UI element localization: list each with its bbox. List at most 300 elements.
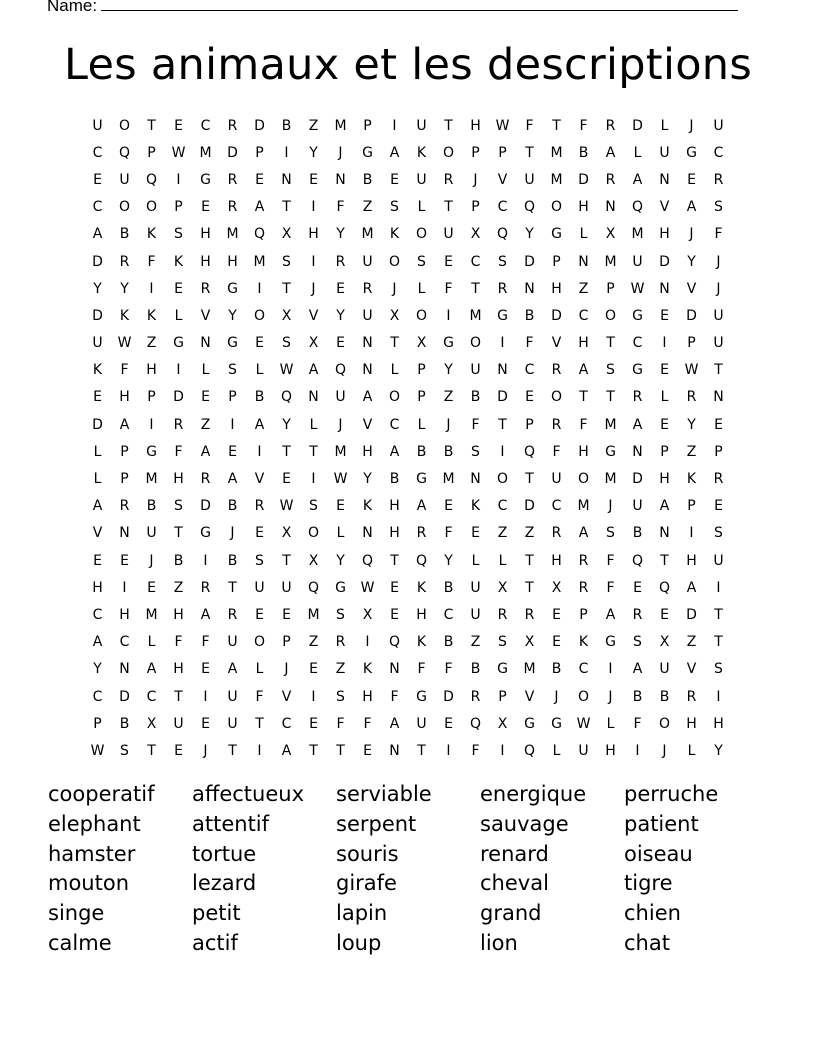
grid-letter: E xyxy=(660,416,669,433)
grid-letter: U xyxy=(470,579,481,596)
grid-letter: P xyxy=(363,117,372,134)
grid-letter: F xyxy=(525,335,534,352)
grid-letter: T xyxy=(444,117,453,134)
grid-letter: Y xyxy=(93,661,102,678)
grid-letter: I xyxy=(311,688,316,705)
grid-letter: R xyxy=(605,117,616,134)
grid-letter: O xyxy=(118,117,131,134)
grid-letter: T xyxy=(282,443,291,460)
grid-letter: B xyxy=(362,171,373,188)
word-list-item: renard xyxy=(480,841,549,866)
grid-letter: Y xyxy=(714,742,723,759)
grid-letter: H xyxy=(119,389,130,406)
grid-letter: P xyxy=(471,144,480,161)
grid-letter: Q xyxy=(334,362,347,379)
grid-letter: A xyxy=(659,498,670,515)
grid-letter: G xyxy=(551,226,562,243)
grid-letter: P xyxy=(714,443,723,460)
grid-letter: E xyxy=(309,715,318,732)
grid-letter: B xyxy=(119,715,130,732)
grid-letter: J xyxy=(662,742,667,759)
grid-letter: H xyxy=(362,443,373,460)
grid-letter: Q xyxy=(523,742,536,759)
grid-letter: K xyxy=(389,226,400,243)
grid-letter: T xyxy=(336,742,345,759)
grid-letter: I xyxy=(122,579,127,596)
grid-letter: U xyxy=(227,634,238,651)
word-list-item: hamster xyxy=(48,841,136,866)
grid-letter: N xyxy=(119,661,130,678)
grid-letter: E xyxy=(525,389,534,406)
grid-letter: X xyxy=(524,634,535,651)
grid-letter: C xyxy=(551,498,562,515)
grid-letter: I xyxy=(311,471,316,488)
grid-letter: J xyxy=(446,416,451,433)
grid-letter: O xyxy=(253,634,266,651)
grid-letter: J xyxy=(338,416,343,433)
grid-letter: Z xyxy=(146,335,157,352)
grid-letter: P xyxy=(687,335,696,352)
word-list-item: chien xyxy=(624,901,681,926)
grid-letter: U xyxy=(713,307,724,324)
grid-letter: R xyxy=(713,171,724,188)
grid-letter: D xyxy=(92,307,103,324)
name-label: Name: xyxy=(47,0,98,15)
grid-letter: F xyxy=(525,117,534,134)
grid-letter: L xyxy=(417,280,426,297)
grid-letter: E xyxy=(444,498,453,515)
grid-letter: X xyxy=(308,552,319,569)
grid-letter: J xyxy=(284,661,289,678)
grid-letter: G xyxy=(416,688,427,705)
grid-letter: F xyxy=(120,362,129,379)
grid-letter: A xyxy=(632,661,643,678)
grid-letter: S xyxy=(120,742,129,759)
grid-letter: A xyxy=(389,144,400,161)
grid-letter: O xyxy=(253,307,266,324)
grid-letter: E xyxy=(336,498,345,515)
grid-letter: U xyxy=(362,253,373,270)
grid-letter: T xyxy=(309,742,318,759)
grid-letter: R xyxy=(551,525,562,542)
grid-letter: S xyxy=(255,552,264,569)
grid-letter: I xyxy=(716,688,721,705)
grid-letter: W xyxy=(684,362,699,379)
grid-letter: U xyxy=(713,117,724,134)
grid-letter: E xyxy=(120,552,129,569)
grid-letter: E xyxy=(714,416,723,433)
grid-letter: V xyxy=(92,525,103,542)
grid-letter: L xyxy=(336,525,345,542)
grid-letter: R xyxy=(524,606,535,623)
grid-letter: T xyxy=(606,335,615,352)
grid-letter: U xyxy=(470,362,481,379)
grid-letter: E xyxy=(687,171,696,188)
grid-letter: Q xyxy=(361,552,374,569)
grid-letter: O xyxy=(307,525,320,542)
grid-letter: X xyxy=(551,579,562,596)
word-list-item: lion xyxy=(480,930,518,955)
name-field xyxy=(47,0,738,16)
grid-letter: I xyxy=(176,171,181,188)
grid-letter: P xyxy=(579,606,588,623)
grid-letter: C xyxy=(92,199,103,216)
grid-letter: A xyxy=(578,362,589,379)
grid-letter: M xyxy=(334,117,347,134)
grid-letter: J xyxy=(392,280,397,297)
grid-letter: J xyxy=(311,280,316,297)
grid-letter: O xyxy=(658,715,671,732)
grid-letter: S xyxy=(498,253,507,270)
grid-letter: U xyxy=(632,253,643,270)
grid-letter: D xyxy=(227,144,238,161)
grid-letter: G xyxy=(227,335,238,352)
grid-letter: X xyxy=(416,335,427,352)
grid-letter: U xyxy=(524,171,535,188)
grid-letter: P xyxy=(147,144,156,161)
grid-letter: F xyxy=(363,715,372,732)
grid-letter: K xyxy=(146,226,157,243)
grid-letter: D xyxy=(686,606,697,623)
grid-letter: J xyxy=(203,742,208,759)
grid-letter: M xyxy=(523,661,536,678)
grid-letter: R xyxy=(470,688,481,705)
grid-letter: P xyxy=(606,280,615,297)
grid-letter: U xyxy=(443,226,454,243)
grid-letter: I xyxy=(284,144,289,161)
grid-letter: F xyxy=(444,280,453,297)
grid-letter: E xyxy=(174,280,183,297)
grid-letter: P xyxy=(498,144,507,161)
grid-letter: A xyxy=(92,498,103,515)
grid-letter: R xyxy=(497,606,508,623)
grid-letter: D xyxy=(254,117,265,134)
grid-letter: U xyxy=(227,688,238,705)
grid-letter: A xyxy=(686,199,697,216)
word-list-item: oiseau xyxy=(624,841,693,866)
grid-letter: W xyxy=(279,362,294,379)
grid-letter: R xyxy=(605,171,616,188)
grid-letter: D xyxy=(551,307,562,324)
grid-letter: L xyxy=(309,416,318,433)
grid-letter: P xyxy=(417,389,426,406)
grid-letter: R xyxy=(578,579,589,596)
grid-letter: Y xyxy=(336,552,345,569)
grid-letter: Q xyxy=(523,199,536,216)
grid-letter: L xyxy=(606,715,615,732)
grid-letter: H xyxy=(551,280,562,297)
grid-letter: T xyxy=(498,416,507,433)
grid-letter: I xyxy=(392,117,397,134)
grid-letter: U xyxy=(416,715,427,732)
grid-letter: L xyxy=(660,389,669,406)
grid-letter: N xyxy=(497,362,508,379)
grid-letter: E xyxy=(282,471,291,488)
grid-letter: A xyxy=(416,498,427,515)
grid-letter: C xyxy=(524,362,535,379)
grid-letter: X xyxy=(605,226,616,243)
grid-letter: G xyxy=(443,335,454,352)
grid-letter: P xyxy=(93,715,102,732)
grid-letter: N xyxy=(362,525,373,542)
grid-letter: T xyxy=(525,552,534,569)
grid-letter: H xyxy=(173,471,184,488)
grid-letter: I xyxy=(149,280,154,297)
grid-letter: Q xyxy=(280,389,293,406)
grid-letter: Z xyxy=(686,634,697,651)
grid-letter: D xyxy=(659,253,670,270)
grid-letter: W xyxy=(576,715,591,732)
grid-letter: R xyxy=(227,199,238,216)
grid-letter: U xyxy=(713,552,724,569)
grid-letter: F xyxy=(174,634,183,651)
grid-letter: A xyxy=(254,416,265,433)
grid-letter: U xyxy=(173,715,184,732)
grid-letter: L xyxy=(201,362,210,379)
grid-letter: I xyxy=(149,416,154,433)
grid-letter: X xyxy=(389,307,400,324)
grid-letter: Y xyxy=(444,552,453,569)
word-list-item: calme xyxy=(48,930,112,955)
grid-letter: G xyxy=(551,715,562,732)
grid-letter: V xyxy=(524,688,535,705)
grid-letter: W xyxy=(171,144,186,161)
grid-letter: I xyxy=(257,742,262,759)
grid-letter: Q xyxy=(469,715,482,732)
grid-letter: C xyxy=(92,144,103,161)
grid-letter: X xyxy=(497,715,508,732)
grid-letter: T xyxy=(525,579,534,596)
grid-letter: Y xyxy=(687,416,696,433)
grid-letter: U xyxy=(416,171,427,188)
grid-letter: Z xyxy=(470,634,481,651)
grid-letter: H xyxy=(308,226,319,243)
grid-letter: Q xyxy=(307,579,320,596)
grid-letter: H xyxy=(470,117,481,134)
grid-letter: P xyxy=(660,443,669,460)
grid-letter: S xyxy=(714,199,723,216)
grid-letter: E xyxy=(255,335,264,352)
word-list-item: cheval xyxy=(480,871,549,896)
grid-letter: B xyxy=(416,443,427,460)
grid-letter: O xyxy=(415,226,428,243)
grid-letter: U xyxy=(713,335,724,352)
grid-letter: R xyxy=(713,471,724,488)
grid-letter: F xyxy=(201,634,210,651)
grid-letter: N xyxy=(713,389,724,406)
grid-letter: R xyxy=(551,362,562,379)
word-list-item: tortue xyxy=(192,841,257,866)
grid-letter: Z xyxy=(686,443,697,460)
grid-letter: V xyxy=(308,307,319,324)
grid-letter: E xyxy=(93,389,102,406)
grid-letter: J xyxy=(338,144,343,161)
grid-letter: H xyxy=(200,226,211,243)
grid-letter: H xyxy=(362,688,373,705)
grid-letter: Z xyxy=(200,416,211,433)
grid-letter: L xyxy=(417,416,426,433)
grid-letter: S xyxy=(417,253,426,270)
grid-letter: N xyxy=(659,280,670,297)
grid-letter: C xyxy=(470,253,481,270)
grid-letter: L xyxy=(498,552,507,569)
word-list-item: petit xyxy=(192,901,241,926)
grid-letter: N xyxy=(659,171,670,188)
grid-letter: V xyxy=(497,171,508,188)
grid-letter: R xyxy=(686,389,697,406)
grid-letter: H xyxy=(389,525,400,542)
page-title: Les animaux et les descriptions xyxy=(63,40,753,90)
grid-letter: Z xyxy=(578,280,589,297)
grid-letter: L xyxy=(471,552,480,569)
grid-letter: Q xyxy=(631,552,644,569)
grid-letter: E xyxy=(201,715,210,732)
grid-letter: G xyxy=(173,335,184,352)
grid-letter: R xyxy=(362,280,373,297)
grid-letter: A xyxy=(362,389,373,406)
grid-letter: Q xyxy=(496,226,509,243)
grid-letter: L xyxy=(174,307,183,324)
grid-letter: B xyxy=(389,471,400,488)
word-list-item: affectueux xyxy=(192,782,305,806)
grid-letter: U xyxy=(416,117,427,134)
grid-letter: I xyxy=(716,579,721,596)
grid-letter: E xyxy=(255,171,264,188)
grid-letter: E xyxy=(660,307,669,324)
grid-letter: E xyxy=(444,253,453,270)
grid-letter: E xyxy=(552,606,561,623)
grid-letter: T xyxy=(444,199,453,216)
grid-letter: U xyxy=(362,307,373,324)
grid-letter: B xyxy=(227,552,238,569)
grid-letter: H xyxy=(200,253,211,270)
grid-letter: W xyxy=(630,280,645,297)
grid-letter: Q xyxy=(523,443,536,460)
grid-letter: U xyxy=(281,579,292,596)
grid-letter: U xyxy=(92,117,103,134)
grid-letter: H xyxy=(659,471,670,488)
grid-letter: D xyxy=(200,498,211,515)
grid-letter: I xyxy=(662,335,667,352)
grid-letter: H xyxy=(578,443,589,460)
grid-letter: S xyxy=(336,606,345,623)
grid-letter: D xyxy=(497,389,508,406)
grid-letter: T xyxy=(147,117,156,134)
grid-letter: T xyxy=(525,144,534,161)
grid-letter: V xyxy=(200,307,211,324)
grid-letter: D xyxy=(524,253,535,270)
grid-letter: L xyxy=(93,471,102,488)
grid-letter: E xyxy=(363,742,372,759)
name-blank-line xyxy=(101,0,738,11)
grid-letter: M xyxy=(604,416,617,433)
grid-letter: L xyxy=(390,362,399,379)
grid-letter: A xyxy=(92,634,103,651)
word-list-item: singe xyxy=(48,901,105,926)
grid-letter: F xyxy=(417,661,426,678)
grid-letter: F xyxy=(390,688,399,705)
grid-letter: E xyxy=(633,579,642,596)
grid-letter: E xyxy=(201,389,210,406)
word-list-item: tigre xyxy=(624,871,673,896)
grid-letter: O xyxy=(604,307,617,324)
grid-letter: E xyxy=(552,634,561,651)
grid-letter: B xyxy=(254,389,265,406)
grid-letter: S xyxy=(606,362,615,379)
grid-letter: V xyxy=(686,661,697,678)
grid-letter: J xyxy=(689,226,694,243)
grid-letter: I xyxy=(257,443,262,460)
grid-letter: T xyxy=(390,335,399,352)
grid-letter: N xyxy=(200,335,211,352)
grid-letter: Z xyxy=(497,525,508,542)
grid-letter: A xyxy=(632,171,643,188)
grid-letter: I xyxy=(608,661,613,678)
grid-letter: P xyxy=(282,634,291,651)
grid-letter: E xyxy=(228,443,237,460)
grid-letter: R xyxy=(632,389,643,406)
grid-letter: U xyxy=(659,661,670,678)
grid-letter: C xyxy=(632,335,643,352)
grid-letter: M xyxy=(604,471,617,488)
grid-letter: E xyxy=(255,525,264,542)
grid-letter: E xyxy=(93,552,102,569)
grid-letter: D xyxy=(92,416,103,433)
grid-letter: L xyxy=(579,226,588,243)
word-list-item: attentif xyxy=(192,811,270,836)
grid-letter: G xyxy=(497,661,508,678)
grid-letter: Q xyxy=(658,579,671,596)
grid-letter: A xyxy=(200,606,211,623)
grid-letter: N xyxy=(605,199,616,216)
word-list-item: sauvage xyxy=(480,811,569,836)
grid-letter: E xyxy=(201,661,210,678)
grid-letter: Y xyxy=(282,416,291,433)
grid-letter: E xyxy=(660,362,669,379)
grid-letter: V xyxy=(686,280,697,297)
grid-letter: I xyxy=(203,688,208,705)
grid-letter: B xyxy=(524,307,535,324)
grid-letter: K xyxy=(362,498,373,515)
grid-letter: I xyxy=(311,253,316,270)
grid-letter: I xyxy=(446,742,451,759)
grid-letter: R xyxy=(578,552,589,569)
grid-letter: D xyxy=(578,171,589,188)
grid-letter: P xyxy=(120,471,129,488)
grid-letter: Q xyxy=(145,171,158,188)
grid-letter: Q xyxy=(415,552,428,569)
grid-letter: A xyxy=(632,416,643,433)
grid-letter: L xyxy=(93,443,102,460)
grid-letter: P xyxy=(525,416,534,433)
grid-letter: P xyxy=(147,389,156,406)
grid-letter: T xyxy=(228,579,237,596)
grid-letter: G xyxy=(227,280,238,297)
grid-letter: N xyxy=(119,525,130,542)
grid-letter: R xyxy=(227,171,238,188)
grid-letter: C xyxy=(200,117,211,134)
grid-letter: B xyxy=(227,498,238,515)
grid-letter: S xyxy=(174,498,183,515)
grid-letter: R xyxy=(254,498,265,515)
grid-letter: A xyxy=(146,661,157,678)
grid-letter: J xyxy=(608,688,613,705)
grid-letter: B xyxy=(470,661,481,678)
grid-letter: T xyxy=(714,606,723,623)
grid-letter: E xyxy=(336,335,345,352)
grid-letter: A xyxy=(308,362,319,379)
grid-letter: N xyxy=(578,253,589,270)
